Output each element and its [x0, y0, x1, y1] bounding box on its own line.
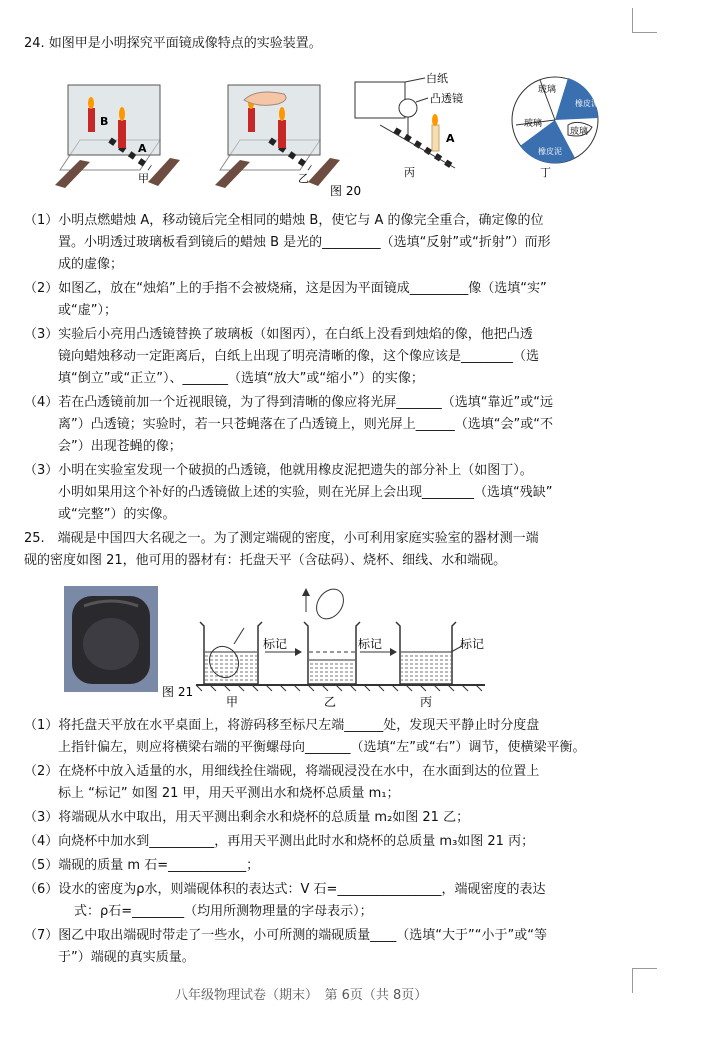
q25-line-1: （1）将托盘天平放在水平桌面上，将游码移至标尺左端______处，发现天平静止时分度盘	[24, 718, 540, 733]
fig21-caption: 图 21	[162, 685, 194, 699]
q24-line-9: （4）若在凸透镜前加一个近视眼镜，为了得到清晰的像应将光屏_______（选填“靠近”或“远	[24, 395, 553, 410]
fig20-label-B: B	[100, 115, 109, 128]
q24-line-6: （3）实验后小亮用凸透镜替换了玻璃板（如图丙），在白纸上没看到烛焰的像，他把凸透	[24, 327, 533, 342]
fig20-boli1: 玻璃	[538, 85, 557, 95]
fig21-biaoji3: 标记	[460, 637, 485, 651]
fig21-beaker-bing	[396, 622, 462, 684]
q25-intro-1: 25. 端砚是中国四大名砚之一。为了测定端砚的密度，小可利用家庭实验室的器材测一端	[24, 531, 539, 546]
fig20-boli2: 玻璃	[524, 119, 543, 129]
fig21-label-bing: 丙	[420, 695, 433, 709]
q24-line-13: 小明如果用这个补好的凸透镜做上述的实验，则在光屏上会出现________（选填“残缺”	[58, 485, 553, 500]
q25-line-11: 于”）端砚的真实质量。	[58, 950, 195, 965]
fig21-biaoji2: 标记	[358, 637, 383, 651]
fig20-label-A2: A	[446, 132, 455, 145]
fig20-baizhi: 白纸	[426, 72, 448, 85]
q24-line-5: 或“虚”）；	[58, 303, 117, 318]
fig20-xpn1: 橡皮泥	[575, 99, 599, 108]
corner-mark-bottom	[632, 968, 657, 993]
fig20-label-jia: 甲	[138, 172, 149, 185]
q25-line-9: 式：ρ石=________（均用所测物理量的字母表示）；	[74, 904, 373, 919]
q25-line-10: （7）图乙中取出端砚时带走了一些水，小可所测的端砚质量____（选填“大于”“小于”或“等	[24, 928, 547, 943]
q25-line-4: 标上 “标记” 如图 21 甲，用天平测出水和烧杯总质量 m₁；	[58, 786, 400, 801]
fig20-xpn2: 橡皮泥	[538, 147, 562, 156]
q24-line-4: （2）如图乙，放在“烛焰”上的手指不会被烧痛，这是因为平面镜成_________像（选填“实”	[24, 281, 547, 296]
fig20-label-bing: 丙	[404, 166, 415, 179]
fig21-biaoji1: 标记	[263, 637, 288, 651]
q24-line-3: 成的虚像；	[58, 257, 124, 272]
page-footer: 八年级物理试卷（期末） 第 6页（共 8页）	[175, 988, 428, 1003]
figure-20	[0, 70, 702, 200]
fig21-inkstone-photo	[64, 586, 158, 692]
fig21-beaker-jia	[200, 622, 262, 684]
fig20-caption: 图 20	[330, 184, 362, 198]
q24-line-14: 或“完整”）的实像。	[58, 507, 176, 522]
q24-line-2: 置。小明透过玻璃板看到镜后的蜡烛 B 是光的_________（选填“反射”或“折射”）而形	[58, 235, 551, 250]
q25-line-8: （6）设水的密度为ρ水，则端砚体积的表达式：V 石=________________，端砚密度的表达	[24, 882, 546, 897]
corner-mark-top	[632, 8, 657, 33]
fig20-boli3: 玻璃	[570, 127, 589, 137]
q25-line-6: （4）向烧杯中加水到__________，再用天平测出此时水和烧杯的总质量 m₃如图 21 丙；	[24, 834, 535, 849]
q25-intro-2: 砚的密度如图 21，他可用的器材有：托盘天平（含砝码）、烧杯、细线、水和端砚。	[24, 553, 507, 568]
q24-line-8: 填“倒立”或“正立”）、_______（选填“放大”或“缩小”）的实像；	[58, 371, 424, 386]
q24-line-12: （3）小明在实验室发现一个破损的凸透镜，他就用橡皮泥把遗失的部分补上（如图丁）。	[24, 463, 533, 478]
figure-21	[0, 582, 702, 712]
q25-line-7: （5）端砚的质量 m 石=____________；	[24, 858, 260, 873]
fig20-label-A: A	[138, 142, 147, 155]
q24-title: 24. 如图甲是小明探究平面镜成像特点的实验装置。	[24, 36, 322, 51]
fig21-beaker-yi	[302, 584, 360, 684]
fig20-jia-apparatus	[55, 85, 180, 188]
q24-line-1: （1）小明点燃蜡烛 A，移动镜后完全相同的蜡烛 B，使它与 A 的像完全重合，确定像的位	[24, 213, 544, 228]
fig20-label-ding: 丁	[540, 166, 551, 179]
q24-line-11: 会”）出现苍蝇的像；	[58, 439, 182, 454]
fig21-label-jia: 甲	[226, 695, 239, 709]
fig20-yi-apparatus	[215, 85, 340, 188]
q24-line-10: 离”）凸透镜；实验时，若一只苍蝇落在了凸透镜上，则光屏上______（选填“会”或“不	[58, 417, 553, 432]
q25-line-2: 上指针偏左，则应将横梁右端的平衡螺母向_______（选填“左”或“右”）调节，使横梁平衡。	[58, 740, 586, 755]
q25-line-3: （2）在烧杯中放入适量的水，用细线拴住端砚，将端砚浸没在水中，在水面到达的位置上	[24, 764, 540, 779]
fig21-label-yi: 乙	[324, 695, 337, 709]
q25-line-5: （3）将端砚从水中取出，用天平测出剩余水和烧杯的总质量 m₂如图 21 乙；	[24, 810, 470, 825]
q24-line-7: 镜向蜡烛移动一定距离后，白纸上出现了明亮清晰的像，这个像应该是________（选	[58, 349, 540, 364]
fig20-tujing: 凸透镜	[430, 92, 463, 105]
fig20-label-yi: 乙	[298, 172, 309, 185]
